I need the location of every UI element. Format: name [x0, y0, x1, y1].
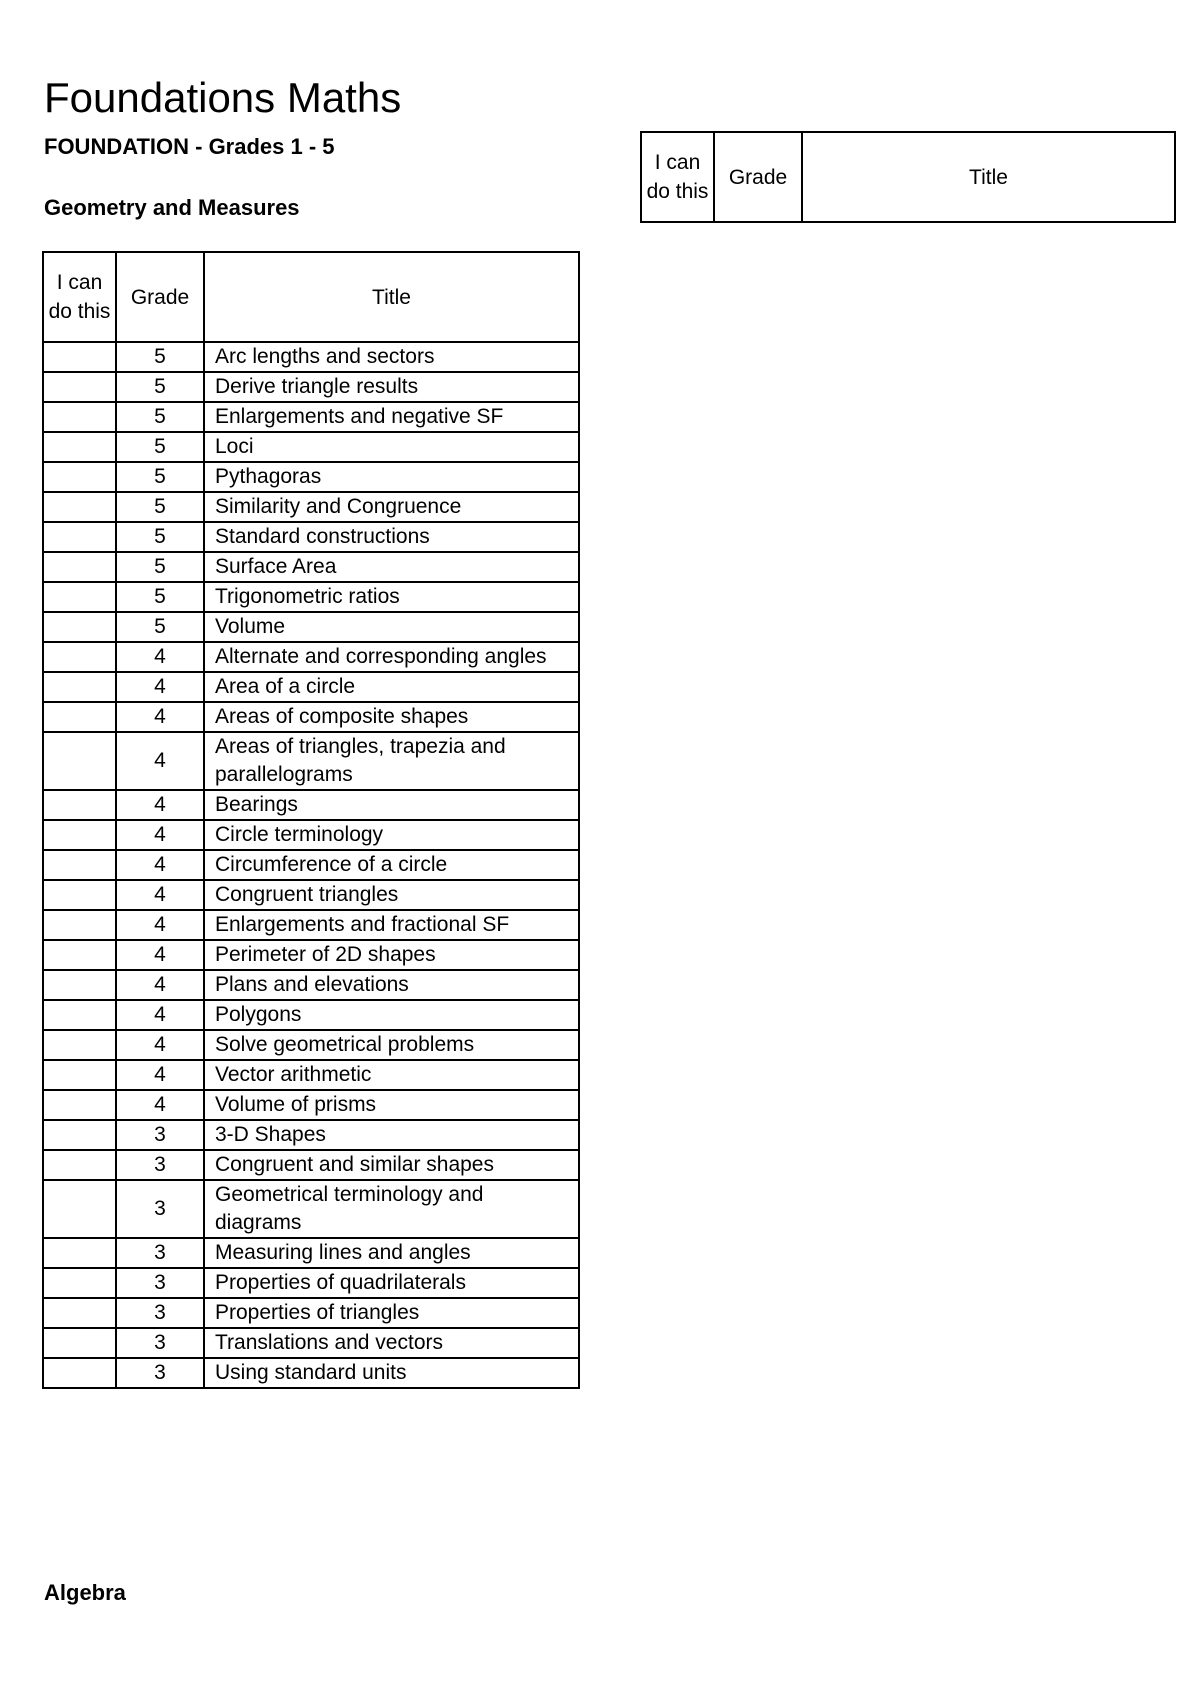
can-do-checkbox-cell[interactable]: [43, 1090, 116, 1120]
topic-title-cell: Loci: [204, 432, 579, 462]
table-row: [43, 402, 579, 432]
can-do-checkbox-cell[interactable]: [43, 820, 116, 850]
can-do-checkbox-cell[interactable]: [43, 612, 116, 642]
can-do-checkbox-cell[interactable]: [43, 940, 116, 970]
can-do-checkbox-cell[interactable]: [43, 642, 116, 672]
topic-title-cell: Properties of quadrilaterals: [204, 1268, 579, 1298]
topic-title-cell: Polygons: [204, 1000, 579, 1030]
grade-cell: 5: [116, 402, 204, 432]
topic-title-cell: Plans and elevations: [204, 970, 579, 1000]
table-row: [43, 880, 579, 910]
grade-cell: 3: [116, 1298, 204, 1328]
grade-cell: 4: [116, 732, 204, 790]
table-row: [43, 970, 579, 1000]
grade-cell: 5: [116, 462, 204, 492]
grade-cell: 5: [116, 342, 204, 372]
grade-cell: 3: [116, 1358, 204, 1388]
topic-title-cell: Area of a circle: [204, 672, 579, 702]
can-do-checkbox-cell[interactable]: [43, 1358, 116, 1388]
can-do-checkbox-cell[interactable]: [43, 582, 116, 612]
topic-title-cell: Areas of composite shapes: [204, 702, 579, 732]
can-do-checkbox-cell[interactable]: [43, 342, 116, 372]
table-row: [43, 1328, 579, 1358]
table-row: [43, 790, 579, 820]
topic-title-cell: Properties of triangles: [204, 1298, 579, 1328]
table-row: [43, 642, 579, 672]
can-do-checkbox-cell[interactable]: [43, 492, 116, 522]
table-row: [43, 522, 579, 552]
can-do-checkbox-cell[interactable]: [43, 1298, 116, 1328]
can-do-checkbox-cell[interactable]: [43, 1180, 116, 1238]
can-do-checkbox-cell[interactable]: [43, 880, 116, 910]
table-row: [43, 732, 579, 790]
column-header-title: Title: [204, 252, 579, 342]
column-header-grade: Grade: [714, 132, 802, 222]
topic-title-cell: Using standard units: [204, 1358, 579, 1388]
table-row: [43, 1358, 579, 1388]
table-header-row: [641, 132, 1175, 222]
column-header-check: I can do this: [641, 132, 714, 222]
can-do-checkbox-cell[interactable]: [43, 1030, 116, 1060]
grade-cell: 4: [116, 1090, 204, 1120]
topic-title-cell: Congruent triangles: [204, 880, 579, 910]
grade-cell: 3: [116, 1150, 204, 1180]
topic-title-cell: Pythagoras: [204, 462, 579, 492]
can-do-checkbox-cell[interactable]: [43, 1120, 116, 1150]
grade-cell: 5: [116, 612, 204, 642]
topic-title-cell: Vector arithmetic: [204, 1060, 579, 1090]
can-do-checkbox-cell[interactable]: [43, 1060, 116, 1090]
can-do-checkbox-cell[interactable]: [43, 1238, 116, 1268]
table-row: [43, 1030, 579, 1060]
table-row: [43, 940, 579, 970]
grade-cell: 5: [116, 552, 204, 582]
table-row: [43, 1238, 579, 1268]
topic-title-cell: Solve geometrical problems: [204, 1030, 579, 1060]
grade-cell: 4: [116, 672, 204, 702]
table-row: [43, 342, 579, 372]
column-header-grade: Grade: [116, 252, 204, 342]
topic-title-cell: Perimeter of 2D shapes: [204, 940, 579, 970]
topic-title-cell: Measuring lines and angles: [204, 1238, 579, 1268]
column-header-title: Title: [802, 132, 1175, 222]
topic-title-cell: Areas of triangles, trapezia and parallelograms: [204, 732, 579, 790]
grade-cell: 3: [116, 1268, 204, 1298]
grade-cell: 4: [116, 910, 204, 940]
table-row: [43, 552, 579, 582]
topic-title-cell: Enlargements and negative SF: [204, 402, 579, 432]
grade-cell: 3: [116, 1180, 204, 1238]
can-do-checkbox-cell[interactable]: [43, 790, 116, 820]
can-do-checkbox-cell[interactable]: [43, 552, 116, 582]
grade-cell: 3: [116, 1120, 204, 1150]
grade-cell: 4: [116, 1000, 204, 1030]
can-do-checkbox-cell[interactable]: [43, 970, 116, 1000]
grade-cell: 4: [116, 970, 204, 1000]
topic-title-cell: Standard constructions: [204, 522, 579, 552]
topic-title-cell: Trigonometric ratios: [204, 582, 579, 612]
table-row: [43, 850, 579, 880]
page-title: Foundations Maths: [44, 74, 402, 121]
grade-cell: 3: [116, 1328, 204, 1358]
can-do-checkbox-cell[interactable]: [43, 1268, 116, 1298]
algebra-topics-table: [640, 131, 1176, 223]
topic-title-cell: Geometrical terminology and diagrams: [204, 1180, 579, 1238]
topic-title-cell: Derive triangle results: [204, 372, 579, 402]
topic-title-cell: Bearings: [204, 790, 579, 820]
can-do-checkbox-cell[interactable]: [43, 732, 116, 790]
grade-cell: 4: [116, 850, 204, 880]
can-do-checkbox-cell[interactable]: [43, 372, 116, 402]
can-do-checkbox-cell[interactable]: [43, 432, 116, 462]
topic-title-cell: Surface Area: [204, 552, 579, 582]
table-row: [43, 820, 579, 850]
table-row: [43, 1090, 579, 1120]
can-do-checkbox-cell[interactable]: [43, 402, 116, 432]
grade-cell: 4: [116, 940, 204, 970]
table-row: [43, 432, 579, 462]
table-row: [43, 1150, 579, 1180]
page-subtitle: FOUNDATION - Grades 1 - 5: [44, 134, 335, 159]
section-heading-geometry: Geometry and Measures: [44, 195, 300, 220]
geometry-topics-table: [42, 251, 580, 1389]
topic-title-cell: Similarity and Congruence: [204, 492, 579, 522]
grade-cell: 5: [116, 492, 204, 522]
topic-title-cell: Enlargements and fractional SF: [204, 910, 579, 940]
table-row: [43, 1180, 579, 1238]
can-do-checkbox-cell[interactable]: [43, 1150, 116, 1180]
grade-cell: 5: [116, 432, 204, 462]
table-row: [43, 462, 579, 492]
table-row: [43, 1000, 579, 1030]
topic-title-cell: Congruent and similar shapes: [204, 1150, 579, 1180]
table-row: [43, 672, 579, 702]
table-row: [43, 702, 579, 732]
table-row: [43, 492, 579, 522]
topic-title-cell: Volume of prisms: [204, 1090, 579, 1120]
grade-cell: 5: [116, 582, 204, 612]
table-row: [43, 372, 579, 402]
can-do-checkbox-cell[interactable]: [43, 1328, 116, 1358]
grade-cell: 4: [116, 820, 204, 850]
can-do-checkbox-cell[interactable]: [43, 522, 116, 552]
table-row: [43, 1120, 579, 1150]
topic-title-cell: Alternate and corresponding angles: [204, 642, 579, 672]
section-heading-algebra: Algebra: [44, 1580, 126, 1605]
grade-cell: 4: [116, 1030, 204, 1060]
grade-cell: 4: [116, 1060, 204, 1090]
topic-title-cell: Translations and vectors: [204, 1328, 579, 1358]
topic-title-cell: Circle terminology: [204, 820, 579, 850]
table-row: [43, 582, 579, 612]
table-row: [43, 612, 579, 642]
table-row: [43, 910, 579, 940]
can-do-checkbox-cell[interactable]: [43, 672, 116, 702]
can-do-checkbox-cell[interactable]: [43, 462, 116, 492]
topic-title-cell: Arc lengths and sectors: [204, 342, 579, 372]
table-header-row: [43, 252, 579, 342]
topic-title-cell: 3-D Shapes: [204, 1120, 579, 1150]
grade-cell: 4: [116, 790, 204, 820]
topic-title-cell: Volume: [204, 612, 579, 642]
column-header-check: I can do this: [43, 252, 116, 342]
grade-cell: 4: [116, 702, 204, 732]
grade-cell: 5: [116, 522, 204, 552]
can-do-checkbox-cell[interactable]: [43, 702, 116, 732]
grade-cell: 5: [116, 372, 204, 402]
can-do-checkbox-cell[interactable]: [43, 850, 116, 880]
grade-cell: 4: [116, 880, 204, 910]
can-do-checkbox-cell[interactable]: [43, 1000, 116, 1030]
geometry-table-body: [43, 342, 579, 1388]
table-row: [43, 1268, 579, 1298]
grade-cell: 4: [116, 642, 204, 672]
table-row: [43, 1060, 579, 1090]
can-do-checkbox-cell[interactable]: [43, 910, 116, 940]
topic-title-cell: Circumference of a circle: [204, 850, 579, 880]
grade-cell: 3: [116, 1238, 204, 1268]
table-row: [43, 1298, 579, 1328]
